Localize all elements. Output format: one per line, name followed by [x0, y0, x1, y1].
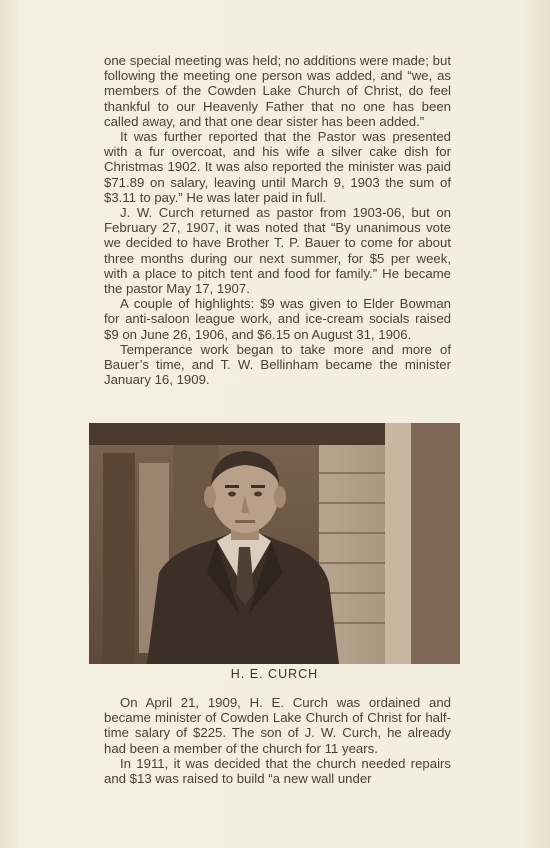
portrait-illustration	[89, 423, 460, 664]
paragraph: In 1911, it was decided that the church needed repairs and $13 was raised to build “a new wall under	[104, 755, 451, 787]
paragraph: On April 21, 1909, H. E. Curch was ordained and became minister of Cowden Lake Church of Christ for half-time salary of $225. The son of J. W. Curch, he already had been a member of the church for 11 years.	[104, 695, 451, 756]
text-column-bottom	[104, 695, 451, 786]
paragraph: one special meeting was held; no additions were made; but following the meeting one person was added, and “we, as members of the Cowden Lake Church of Christ, do feel thankful to our Heavenly Father that no one has been called away, and that one dear sister has been added.”	[104, 53, 451, 129]
portrait-photo	[89, 423, 460, 664]
paragraph: It was further reported that the Pastor was presented with a fur overcoat, and his wife a silver cake dish for Christmas 1902. It was also reported the minister was paid $71.89 on salary, leaving until March 9, 1903 the sum of $3.11 to pay.” He was later paid in full.	[104, 129, 451, 205]
text-column-top	[104, 53, 451, 387]
paragraph: J. W. Curch returned as pastor from 1903-06, but on February 27, 1907, it was noted that “By unanimous vote we decided to have Brother T. P. Bauer to come for about three months during our next summer, for $5 per week, with a place to pitch tent and food for family.” He became the pastor May 17, 1907.	[104, 205, 451, 297]
paragraph: A couple of highlights: $9 was given to Elder Bowman for anti-saloon league work, and ice-cream socials raised $9 on June 26, 1906, and $6.15 on August 31, 1906.	[104, 296, 451, 342]
photo-caption: H. E. CURCH	[230, 667, 319, 681]
paragraph: Temperance work began to take more and more of Bauer’s time, and T. W. Bellinham became the minister January 16, 1909.	[104, 341, 451, 388]
